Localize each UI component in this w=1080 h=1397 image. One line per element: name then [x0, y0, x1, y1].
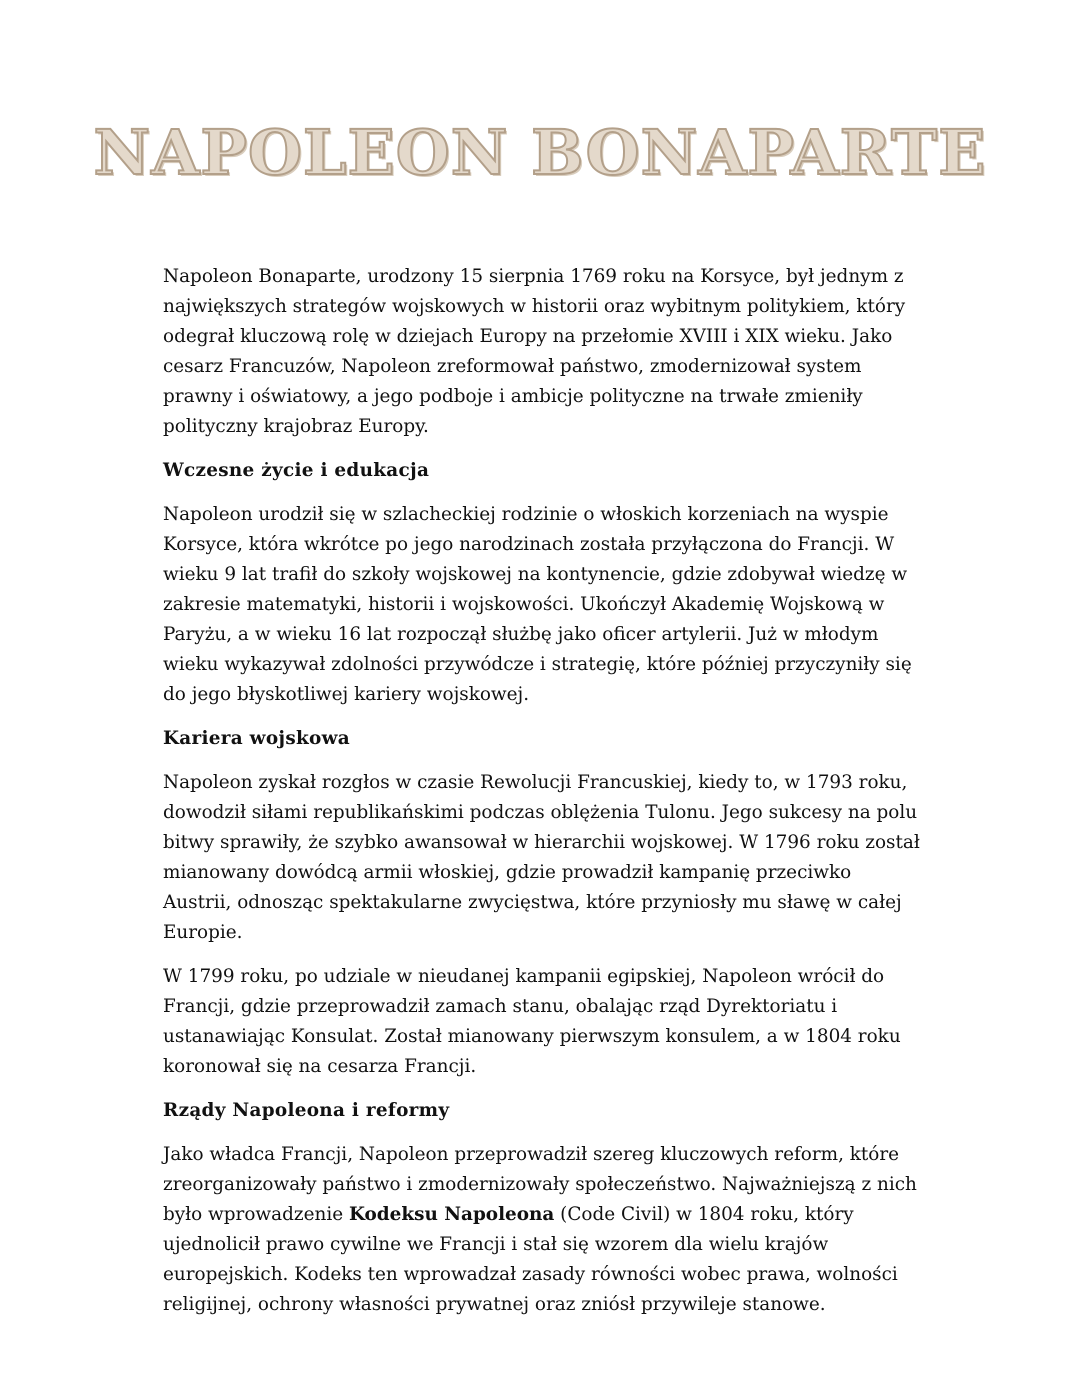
reforms-text-part-2: (Code Civil) w 1804 roku, który ujednolicił prawo cywilne we Francji i stał się wzorem dla wielu krajów europejskich. Kodeks ten wprowadzał zasady równości wobec prawa, wolności religijnej, ochrony własności prywatnej oraz zniósł przywileje stanowe.: [163, 1204, 898, 1315]
military-career-paragraph-1: Napoleon zyskał rozgłos w czasie Rewolucji Francuskiej, kiedy to, w 1793 roku, dowodził siłami republikańskimi podczas oblężenia Tulonu. Jego sukcesy na polu bitwy sprawiły, że szybko awansował w hierarchii wojskowej. W 1796 roku został mianowany dowódcą armii włoskiej, gdzie prowadził kampanię przeciwko Austrii, odnosząc spektakularne zwycięstwa, które przyniosły mu sławę w całej Europie.: [163, 772, 920, 943]
intro-paragraph: Napoleon Bonaparte, urodzony 15 sierpnia 1769 roku na Korsyce, był jednym z największych strategów wojskowych w historii oraz wybitnym politykiem, który odegrał kluczową rolę w dziejach Europy na przełomie XVIII i XIX wieku. Jako cesarz Francuzów, Napoleon zreformował państwo, zmodernizował system prawny i oświatowy, a jego podboje i ambicje polityczne na trwałe zmieniły polityczny krajobraz Europy.: [163, 266, 906, 437]
document-title: NAPOLEON BONAPARTE: [93, 116, 987, 189]
early-life-paragraph: Napoleon urodził się w szlacheckiej rodzinie o włoskich korzeniach na wyspie Korsyce, która wkrótce po jego narodzinach została przyłączona do Francji. W wieku 9 lat trafił do szkoły wojskowej na kontynencie, gdzie zdobywał wiedzę w zakresie matematyki, historii i wojskowości. Ukończył Akademię Wojskową w Paryżu, a w wieku 16 lat rozpoczął służbę jako oficer artylerii. Już w młodym wieku wykazywał zdolności przywódcze i strategię, które później przyczyniły się do jego błyskotliwej kariery wojskowej.: [163, 504, 912, 705]
section-heading-reforms: Rządy Napoleona i reformy: [163, 1100, 450, 1121]
reforms-paragraph: [163, 1140, 923, 1320]
napoleonic-code-term: Kodeksu Napoleona: [348, 1204, 555, 1225]
military-career-paragraph-2: W 1799 roku, po udziale w nieudanej kampanii egipskiej, Napoleon wrócił do Francji, gdzie przeprowadził zamach stanu, obalając rząd Dyrektoriatu i ustanawiając Konsulat. Został mianowany pierwszym konsulem, a w 1804 roku koronował się na cesarza Francji.: [163, 966, 901, 1077]
reforms-text-part-1: Jako władca Francji, Napoleon przeprowadził szereg kluczowych reform, które zreorganizowały państwo i zmodernizowały społeczeństwo. Najważniejszą z nich było wprowadzenie: [163, 1144, 917, 1225]
section-heading-early-life: Wczesne życie i edukacja: [163, 460, 430, 481]
section-heading-military-career: Kariera wojskowa: [163, 728, 350, 749]
document-body: [163, 262, 923, 1334]
